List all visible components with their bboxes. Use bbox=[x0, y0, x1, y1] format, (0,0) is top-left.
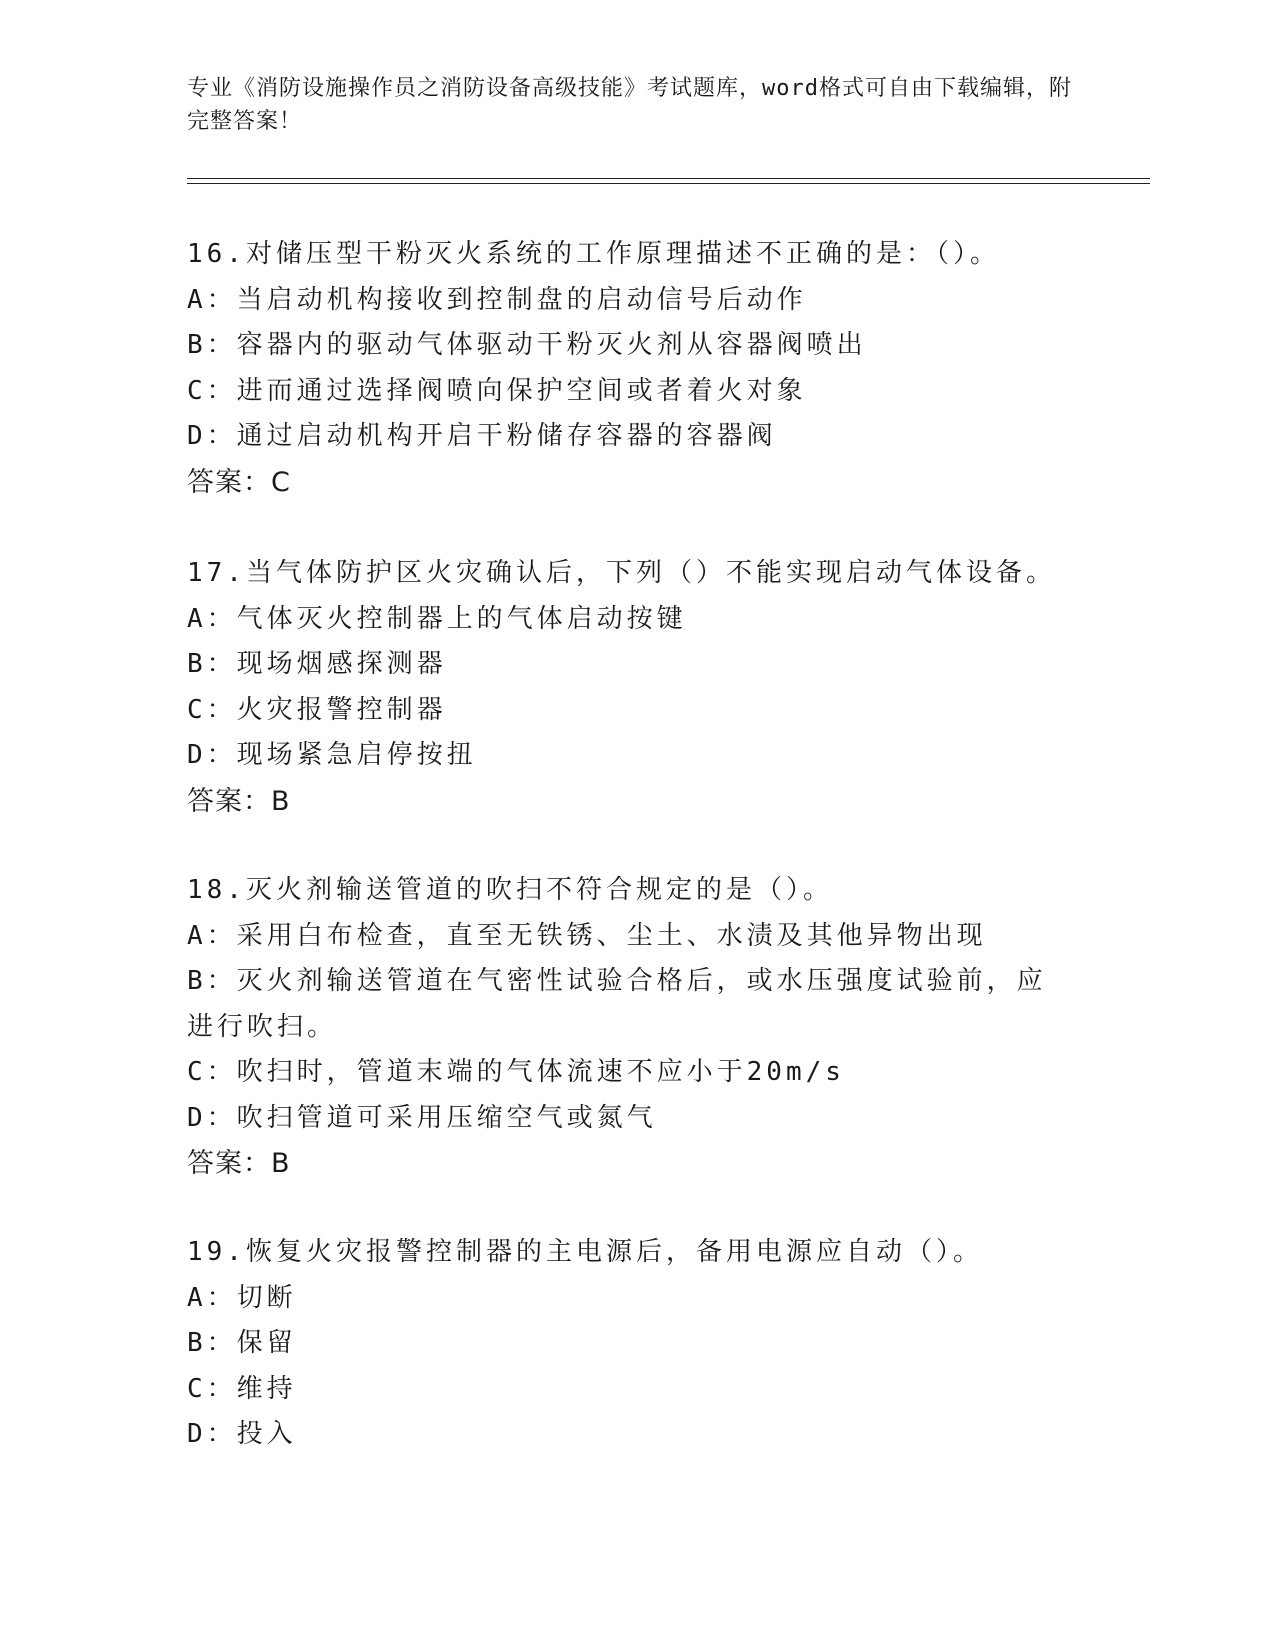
question-16 bbox=[187, 232, 1087, 505]
answer: 答案：B bbox=[187, 1148, 291, 1179]
question-stem: 17.当气体防护区火灾确认后，下列（）不能实现启动气体设备。 bbox=[187, 558, 1056, 588]
header-divider-top bbox=[187, 178, 1150, 179]
option-a: A：气体灭火控制器上的气体启动按键 bbox=[187, 603, 687, 634]
option-c: C：吹扫时，管道末端的气体流速不应小于20m/s bbox=[187, 1057, 845, 1087]
option-d: D：投入 bbox=[187, 1419, 297, 1449]
document-header: 专业《消防设施操作员之消防设备高级技能》考试题库，word格式可自由下载编辑，附完整答案！ bbox=[187, 76, 1072, 134]
option-d: D：吹扫管道可采用压缩空气或氮气 bbox=[187, 1102, 657, 1133]
option-a: A：采用白布检查，直至无铁锈、尘土、水渍及其他异物出现 bbox=[187, 920, 987, 951]
option-c: C：进而通过选择阀喷向保护空间或者着火对象 bbox=[187, 375, 807, 406]
option-b: B：保留 bbox=[187, 1328, 297, 1358]
option-b: B：现场烟感探测器 bbox=[187, 649, 447, 679]
question-stem: 18.灭火剂输送管道的吹扫不符合规定的是（）。 bbox=[187, 875, 833, 905]
question-17 bbox=[187, 551, 1087, 824]
option-b: B：灭火剂输送管道在气密性试验合格后，或水压强度试验前，应进行吹扫。 bbox=[187, 966, 1047, 1042]
question-stem: 19.恢复火灾报警控制器的主电源后，备用电源应自动（）。 bbox=[187, 1237, 983, 1267]
option-d: D：通过启动机构开启干粉储存容器的容器阀 bbox=[187, 421, 777, 451]
option-a: A：当启动机构接收到控制盘的启动信号后动作 bbox=[187, 284, 807, 315]
question-19 bbox=[187, 1230, 1087, 1458]
header-divider-bottom bbox=[187, 183, 1150, 184]
answer: 答案：C bbox=[187, 466, 291, 498]
option-d: D：现场紧急启停按扭 bbox=[187, 740, 477, 770]
option-c: C：火灾报警控制器 bbox=[187, 694, 447, 725]
option-b: B：容器内的驱动气体驱动干粉灭火剂从容器阀喷出 bbox=[187, 330, 867, 360]
question-stem: 16.对储压型干粉灭火系统的工作原理描述不正确的是：（）。 bbox=[187, 239, 1000, 269]
question-18 bbox=[187, 868, 1087, 1187]
option-c: C：维持 bbox=[187, 1373, 297, 1404]
answer: 答案：B bbox=[187, 785, 291, 817]
option-a: A：切断 bbox=[187, 1282, 297, 1313]
